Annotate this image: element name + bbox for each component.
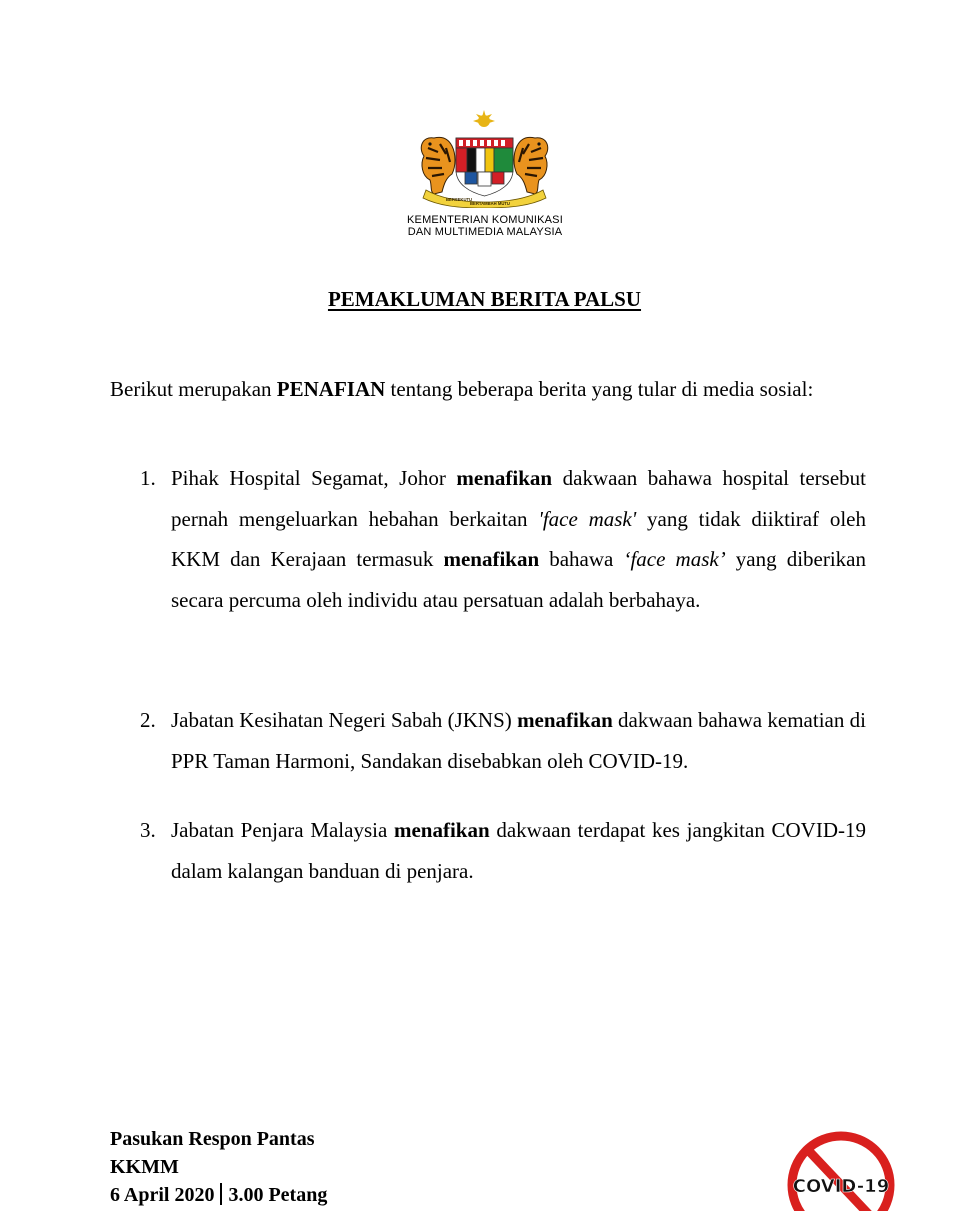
- list-item-text: [171, 700, 866, 781]
- crest-motto-left: BERSEKUTU: [446, 197, 473, 202]
- crest-motto-right: BERTAMBAH MUTU: [470, 201, 510, 206]
- item-text: dakwaan bahawa kematian di PPR Taman Harmoni, Sandakan disebabkan oleh COVID-19.: [171, 708, 866, 773]
- item-text: Jabatan Penjara Malaysia: [171, 818, 394, 842]
- list-item-number: 1.: [140, 466, 156, 490]
- item-text: bahawa: [539, 547, 624, 571]
- coat-of-arms-logo: [412, 108, 557, 208]
- time: 3.00 Petang: [228, 1184, 328, 1206]
- no-covid-icon: [786, 1130, 896, 1211]
- list-item-number: 2.: [140, 708, 156, 732]
- ministry-line-1: KEMENTERIAN KOMUNIKASI: [407, 214, 563, 226]
- intro-text-before: Berikut merupakan: [110, 377, 277, 401]
- separator: [220, 1183, 222, 1205]
- intro-bold: PENAFIAN: [276, 377, 386, 401]
- organization: KKMM: [110, 1156, 179, 1178]
- item-text: dakwaan terdapat kes jangkitan COVID-19 dalam kalangan banduan di penjara.: [171, 818, 866, 883]
- list-item-number: 3.: [140, 818, 156, 842]
- intro-text-after: tentang beberapa berita yang tular di media sosial:: [385, 377, 814, 401]
- ministry-name: [380, 214, 590, 238]
- item-text: Jabatan Kesihatan Negeri Sabah (JKNS): [171, 708, 518, 732]
- item-bold: menafikan: [443, 547, 540, 571]
- item-text: yang tidak diiktiraf oleh KKM dan Kerajaan termasuk: [171, 506, 866, 571]
- list-item: [110, 700, 866, 781]
- list-item: [110, 458, 866, 620]
- date-time-line: [110, 1181, 327, 1209]
- page-title: PEMAKLUMAN BERITA PALSU: [327, 287, 642, 311]
- item-italic: ‘face mask’: [623, 547, 726, 571]
- intro-paragraph: [110, 369, 866, 409]
- item-text: Pihak Hospital Segamat, Johor: [171, 466, 457, 490]
- date: 6 April 2020: [110, 1184, 215, 1206]
- ministry-line-2: DAN MULTIMEDIA MALAYSIA: [407, 226, 563, 238]
- item-bold: menafikan: [456, 466, 553, 490]
- item-text: yang diberikan secara percuma oleh individu atau persatuan adalah berbahaya.: [171, 547, 866, 612]
- item-bold: menafikan: [517, 708, 613, 732]
- item-text: dakwaan bahawa hospital tersebut pernah mengeluarkan hebahan berkaitan: [171, 466, 866, 531]
- item-bold: menafikan: [393, 818, 490, 842]
- item-italic: 'face mask': [538, 506, 637, 531]
- signature-block: [110, 1125, 327, 1209]
- team-name: Pasukan Respon Pantas: [110, 1128, 315, 1150]
- badge-text: COVID-19: [792, 1176, 890, 1197]
- list-item-text: [171, 458, 866, 620]
- list-item: [110, 810, 866, 891]
- list-item-text: [171, 810, 866, 891]
